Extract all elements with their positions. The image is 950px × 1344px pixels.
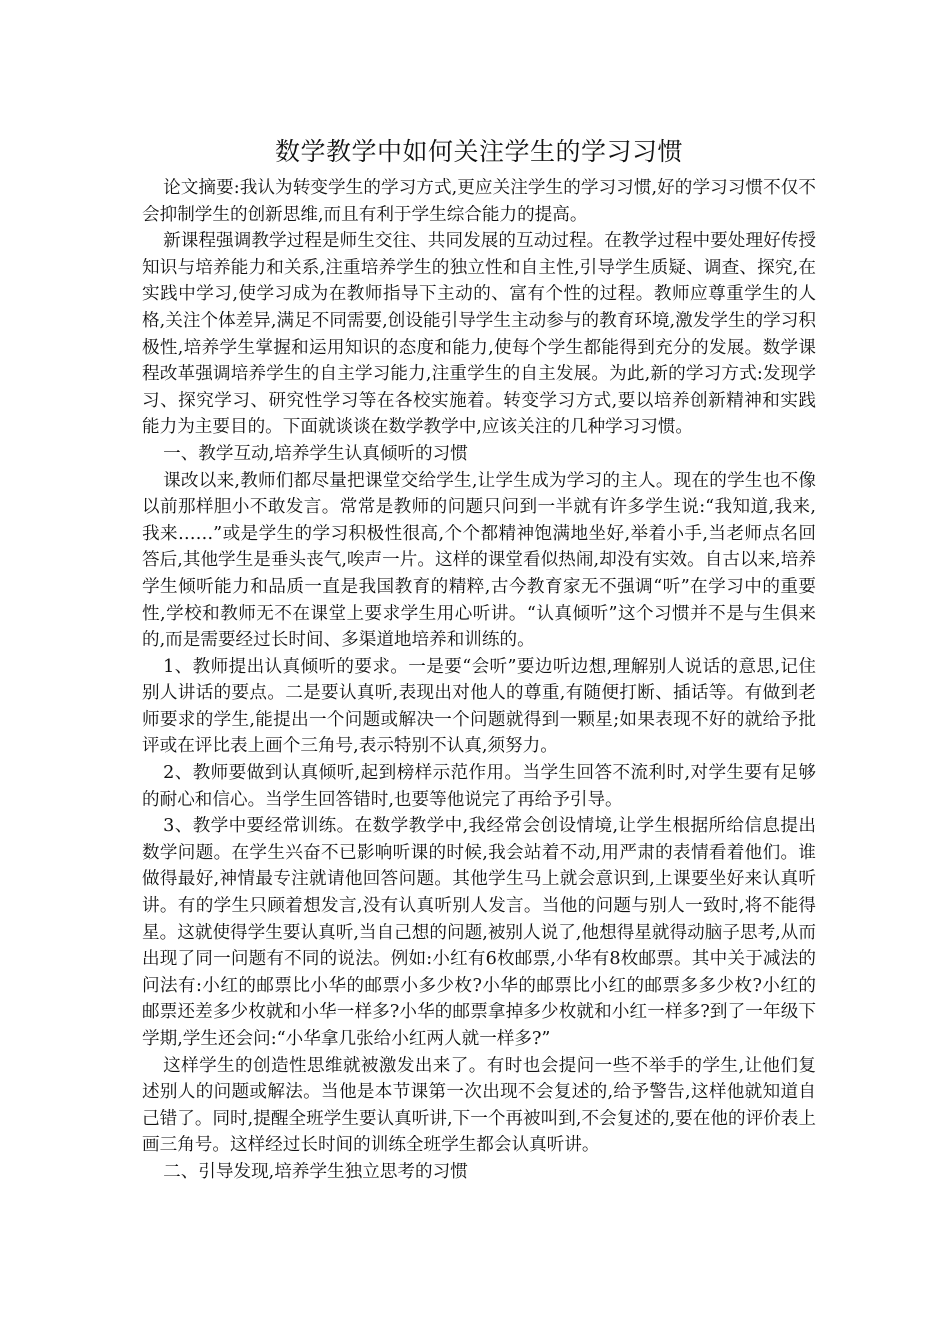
document-content (142, 133, 816, 1186)
section1-item-1: 1、教师提出认真倾听的要求。一是要“会听”要边听边想,理解别人说话的意思,记住别人讲话的要点。二是要认真听,表现出对他人的尊重,有随便打断、插话等。有做到老师要求的学生,能提出一个问题或解决一个问题就得到一颗星;如果表现不好的就给予批评或在评比表上画个三角号,表示特别不认真,须努力。 (142, 656, 816, 757)
section1-paragraph-2: 这样学生的创造性思维就被激发出来了。有时也会提问一些不举手的学生,让他们复述别人的问题或解法。当他是本节课第一次出现不会复述的,给予警告,这样他就知道自己错了。同时,提醒全班学生要认真听讲,下一个再被叫到,不会复述的,要在他的评价表上画三角号。这样经过长时间的训练全班学生都会认真听讲。 (142, 1055, 816, 1156)
section2-heading: 二、引导发现,培养学生独立思考的习惯 (163, 1161, 468, 1182)
abstract-paragraph: 论文摘要:我认为转变学生的学习方式,更应关注学生的学习习惯,好的学习习惯不仅不会抑制学生的创新思维,而且有利于学生综合能力的提高。 (142, 178, 816, 225)
section1-heading: 一、教学互动,培养学生认真倾听的习惯 (163, 443, 468, 464)
section1-paragraph-1: 课改以来,教师们都尽量把课堂交给学生,让学生成为学习的主人。现在的学生也不像以前那样胆小不敢发言。常常是教师的问题只问到一半就有许多学生说:“我知道,我来,我来……”或是学生的学习积极性很高,个个都精神饱满地坐好,举着小手,当老师点名回答后,其他学生是垂头丧气,唉声一片。这样的课堂看似热闹,却没有实效。自古以来,培养学生倾听能力和品质一直是我国教育的精粹,古今教育家无不强调“听”在学习中的重要性,学校和教师无不在课堂上要求学生用心听讲。“认真倾听”这个习惯并不是与生俱来的,而是需要经过长时间、多渠道地培养和训练的。 (142, 470, 816, 651)
intro-paragraph: 新课程强调教学过程是师生交往、共同发展的互动过程。在教学过程中要处理好传授知识与培养能力和关系,注重培养学生的独立性和自主性,引导学生质疑、调查、探究,在实践中学习,使学习成为在教师指导下主动的、富有个性的过程。教师应尊重学生的人格,关注个体差异,满足不同需要,创设能引导学生主动参与的教育环境,激发学生的学习积极性,培养学生掌握和运用知识的态度和能力,使每个学生都能得到充分的发展。数学课程改革强调培养学生的自主学习能力,注重学生的自主发展。为此,新的学习方式:发现学习、探究学习、研究性学习等在各校实施着。转变学习方式,要以培养创新精神和实践能力为主要目的。下面就谈谈在数学教学中,应该关注的几种学习习惯。 (142, 231, 816, 438)
document-title: 数学教学中如何关注学生的学习习惯 (274, 137, 683, 166)
section1-item-2: 2、教师要做到认真倾听,起到榜样示范作用。当学生回答不流利时,对学生要有足够的耐心和信心。当学生回答错时,也要等他说完了再给予引导。 (142, 763, 816, 810)
section1-item-3: 3、教学中要经常训练。在数学教学中,我经常会创设情境,让学生根据所给信息提出数学问题。在学生兴奋不已影响听课的时候,我会站着不动,用严肃的表情看着他们。谁做得最好,神情最专注就请他回答问题。其他学生马上就会意识到,上课要坐好来认真听讲。有的学生只顾着想发言,没有认真听别人发言。当他的问题与别人一致时,将不能得星。这就使得学生要认真听,当自己想的问题,被别人说了,他想得星就得动脑子思考,从而出现了同一问题有不同的说法。例如:小红有6枚邮票,小华有8枚邮票。其中关于减法的问法有:小红的邮票比小华的邮票小多少枚?小华的邮票比小红的邮票多多少枚?小红的邮票还差多少枚就和小华一样多?小华的邮票拿掉多少枚就和小红一样多?到了一年级下学期,学生还会问:“小华拿几张给小红两人就一样多?” (142, 816, 816, 1049)
